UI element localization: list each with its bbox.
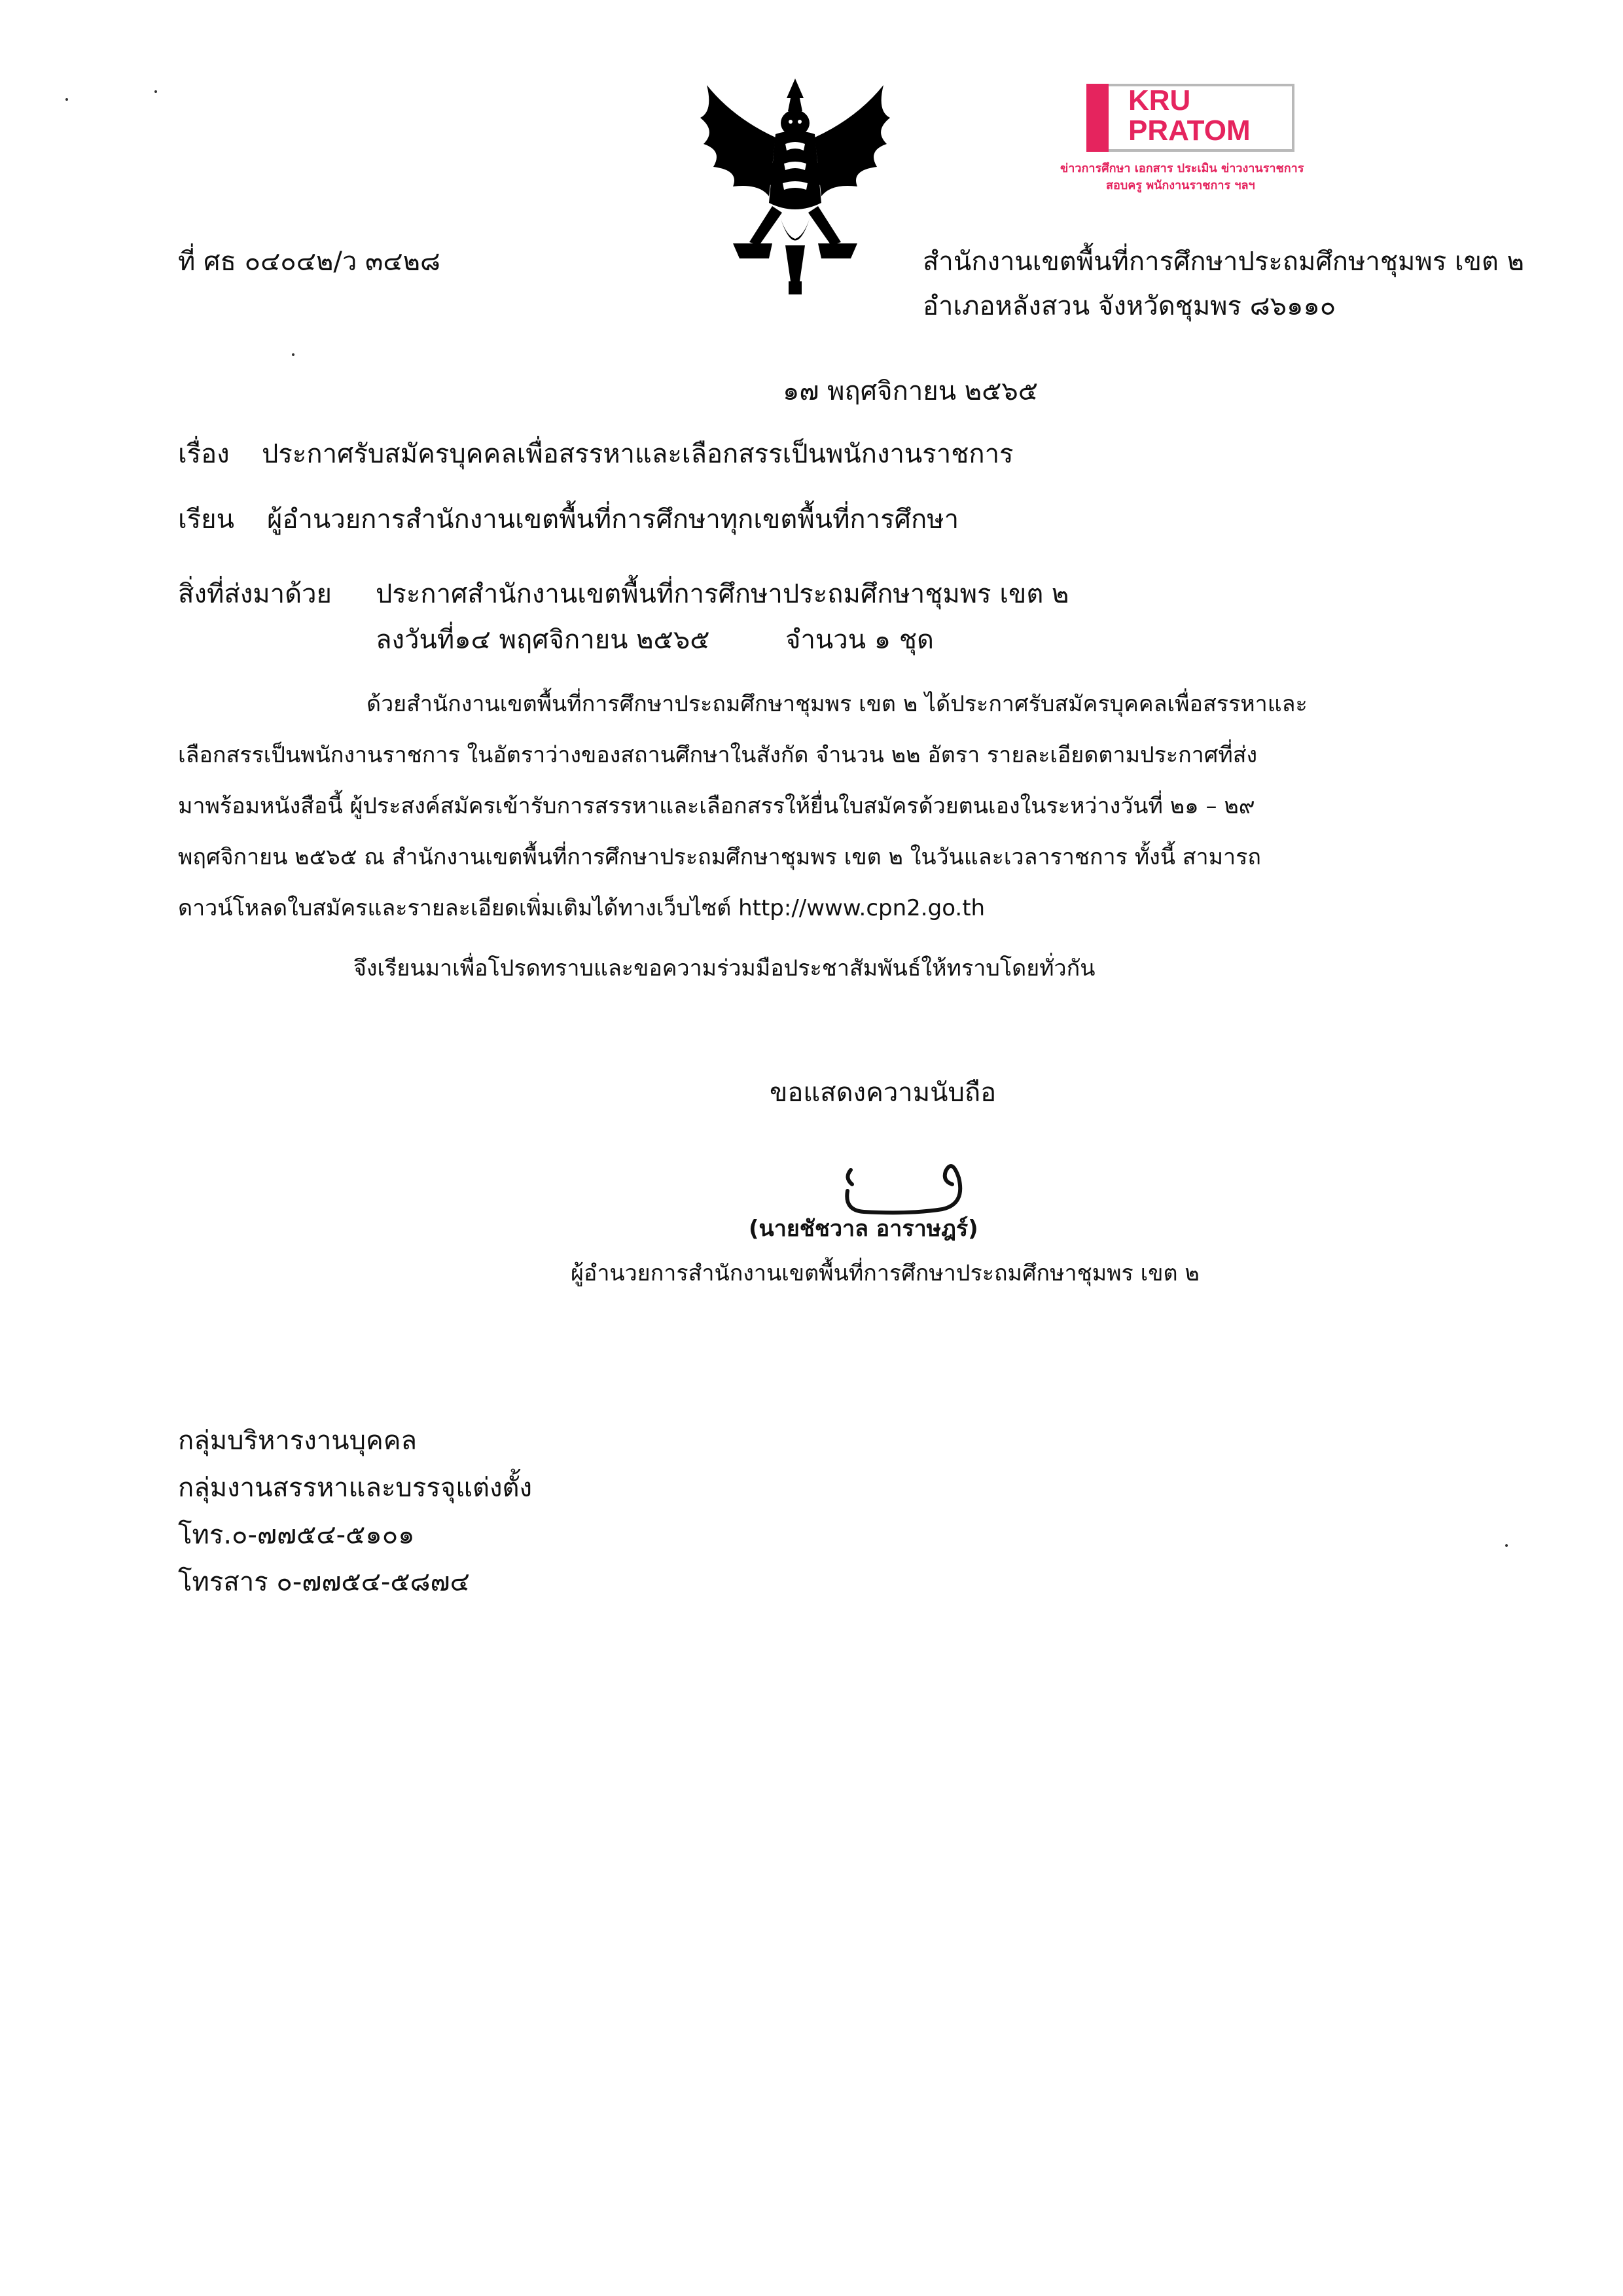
signature-image [812, 1152, 975, 1224]
body-line-5: ดาวน์โหลดใบสมัครและรายละเอียดเพิ่มเติมได้ทางเว็บไซต์ http://www.cpn2.go.th [178, 895, 986, 921]
office-address: อำเภอหลังสวน จังหวัดชุมพร ๘๖๑๑๐ [923, 291, 1336, 321]
logo-tagline-2: สอบครู พนักงานราชการ ฯลฯ [1106, 179, 1255, 192]
body-line-3: มาพร้อมหนังสือนี้ ผู้ประสงค์สมัครเข้ารับการสรรหาและเลือกสรรให้ยื่นใบสมัครด้วยตนเองในระหว่างวันที่ ๒๑ – ๒๙ [178, 793, 1255, 819]
attachment-label: สิ่งที่ส่งมาด้วย [178, 579, 332, 609]
attachment-quantity: จำนวน ๑ ชุด [785, 625, 934, 655]
attachment-line2: ลงวันที่๑๔ พฤศจิกายน ๒๕๖๕ [376, 625, 710, 655]
recipient-label: เรียน [178, 504, 234, 535]
logo-tagline-1: ข่าวการศึกษา เอกสาร ประเมิน ข่าวงานราชการ [1060, 162, 1304, 175]
contact-division: กลุ่มบริหารงานบุคคล [178, 1426, 418, 1456]
kru-pratom-logo [1060, 84, 1335, 192]
office-name: สำนักงานเขตพื้นที่การศึกษาประถมศึกษาชุมพร เขต ๒ [923, 247, 1524, 277]
scan-speck [154, 90, 157, 93]
logo-bar [1086, 84, 1109, 152]
contact-phone: โทร.๐-๗๗๕๔-๕๑๐๑ [178, 1520, 415, 1550]
scan-speck [292, 353, 294, 356]
salutation: ขอแสดงความนับถือ [770, 1078, 997, 1108]
document-date: ๑๗ พฤศจิกายน ๒๕๖๕ [783, 376, 1039, 406]
contact-unit: กลุ่มงานสรรหาและบรรจุแต่งตั้ง [178, 1473, 533, 1503]
logo-brand-line1: KRU [1128, 84, 1191, 116]
signatory-name: (นายชัชวาล อาราษฎร์) [749, 1216, 978, 1242]
subject-label: เรื่อง [178, 439, 230, 469]
subject-text: ประกาศรับสมัครบุคคลเพื่อสรรหาและเลือกสรรเป็นพนักงานราชการ [262, 439, 1014, 469]
scan-speck [1505, 1544, 1508, 1547]
attachment-line1: ประกาศสำนักงานเขตพื้นที่การศึกษาประถมศึกษาชุมพร เขต ๒ [376, 579, 1069, 609]
recipient-text: ผู้อำนวยการสำนักงานเขตพื้นที่การศึกษาทุกเขตพื้นที่การศึกษา [267, 504, 959, 535]
closing-sentence: จึงเรียนมาเพื่อโปรดทราบและขอความร่วมมือประชาสัมพันธ์ให้ทราบโดยทั่วกัน [353, 955, 1096, 981]
scan-speck [65, 98, 68, 101]
logo-brand-line2: PRATOM [1128, 115, 1251, 147]
garuda-emblem-icon [687, 72, 903, 301]
signatory-position: ผู้อำนวยการสำนักงานเขตพื้นที่การศึกษาประถมศึกษาชุมพร เขต ๒ [571, 1260, 1200, 1286]
body-line-2: เลือกสรรเป็นพนักงานราชการ ในอัตราว่างของสถานศึกษาในสังกัด จำนวน ๒๒ อัตรา รายละเอียดตามประกาศที่ส่ง [178, 742, 1258, 768]
contact-fax: โทรสาร ๐-๗๗๕๔-๕๘๗๔ [178, 1567, 470, 1597]
document-number: ที่ ศธ ๐๔๐๔๒/ว ๓๔๒๘ [178, 247, 440, 277]
body-line-4: พฤศจิกายน ๒๕๖๕ ณ สำนักงานเขตพื้นที่การศึกษาประถมศึกษาชุมพร เขต ๒ ในวันและเวลาราชการ ทั้งนี้ สามารถ [178, 844, 1261, 870]
body-line-1: ด้วยสำนักงานเขตพื้นที่การศึกษาประถมศึกษาชุมพร เขต ๒ ได้ประกาศรับสมัครบุคคลเพื่อสรรหาและ [366, 691, 1308, 717]
